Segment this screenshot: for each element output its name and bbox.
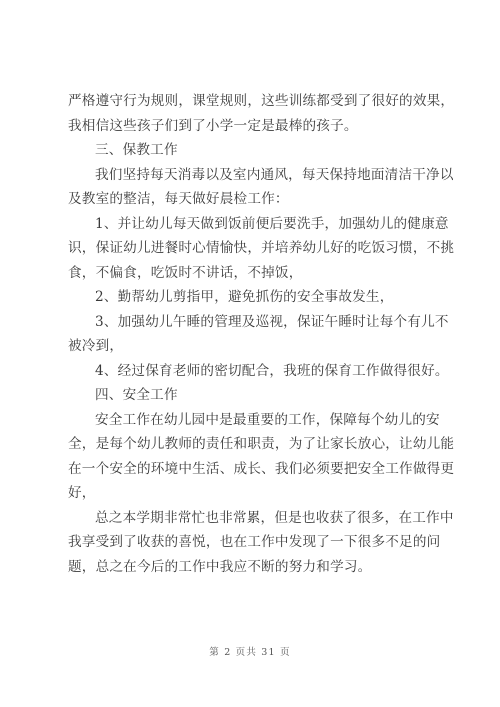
text-line: 4、经过保育老师的密切配合，我班的保育工作做得很好。: [95, 362, 449, 379]
text-line: 好，: [68, 485, 96, 501]
text-line: 被冷到，: [68, 338, 124, 354]
section-heading: 四、安全工作: [95, 387, 178, 403]
text-line: 我们坚持每天消毒以及室内通风，每天保持地面清洁干净以: [95, 166, 454, 183]
section-heading: 三、保教工作: [95, 142, 178, 158]
text-line: 总之本学期非常忙也非常累，但是也收获了很多，在工作中: [95, 509, 454, 526]
text-line: 严格遵守行为规则，课堂规则，这些训练都受到了很好的效果，: [68, 93, 455, 109]
text-line: 安全工作在幼儿园中是最重要的工作，保障每个幼儿的安: [95, 411, 440, 428]
text-line: 食，不偏食，吃饭时不讲话，不掉饭，: [68, 264, 303, 281]
body-text: [68, 89, 455, 579]
text-line: 3、加强幼儿午睡的管理及巡视，保证午睡时让每个有儿不: [95, 313, 449, 330]
text-line: 及教室的整洁，每天做好晨检工作：: [68, 191, 289, 207]
text-line: 我相信这些孩子们到了小学一定是最棒的孩子。: [68, 117, 358, 134]
text-line: 1、并让幼儿每天做到饭前便后要洗手，加强幼儿的健康意: [95, 215, 449, 232]
text-line: 识，保证幼儿进餐时心情愉快，并培养幼儿好的吃饭习惯，不挑: [68, 240, 455, 256]
page-footer: 第 2 页共 31 页: [209, 647, 291, 658]
text-line: 2、勤帮幼儿剪指甲，避免抓伤的安全事故发生，: [95, 289, 394, 305]
text-line: 题，总之在今后的工作中我应不断的努力和学习。: [68, 558, 372, 575]
text-line: 我享受到了收获的喜悦，也在工作中发现了一下很多不足的问: [68, 534, 441, 550]
text-line: 在一个安全的环境中生活、成长、我们必须要把安全工作做得更: [68, 460, 455, 477]
text-line: 全，是每个幼儿教师的责任和职责，为了让家长放心，让幼儿能: [68, 436, 455, 452]
